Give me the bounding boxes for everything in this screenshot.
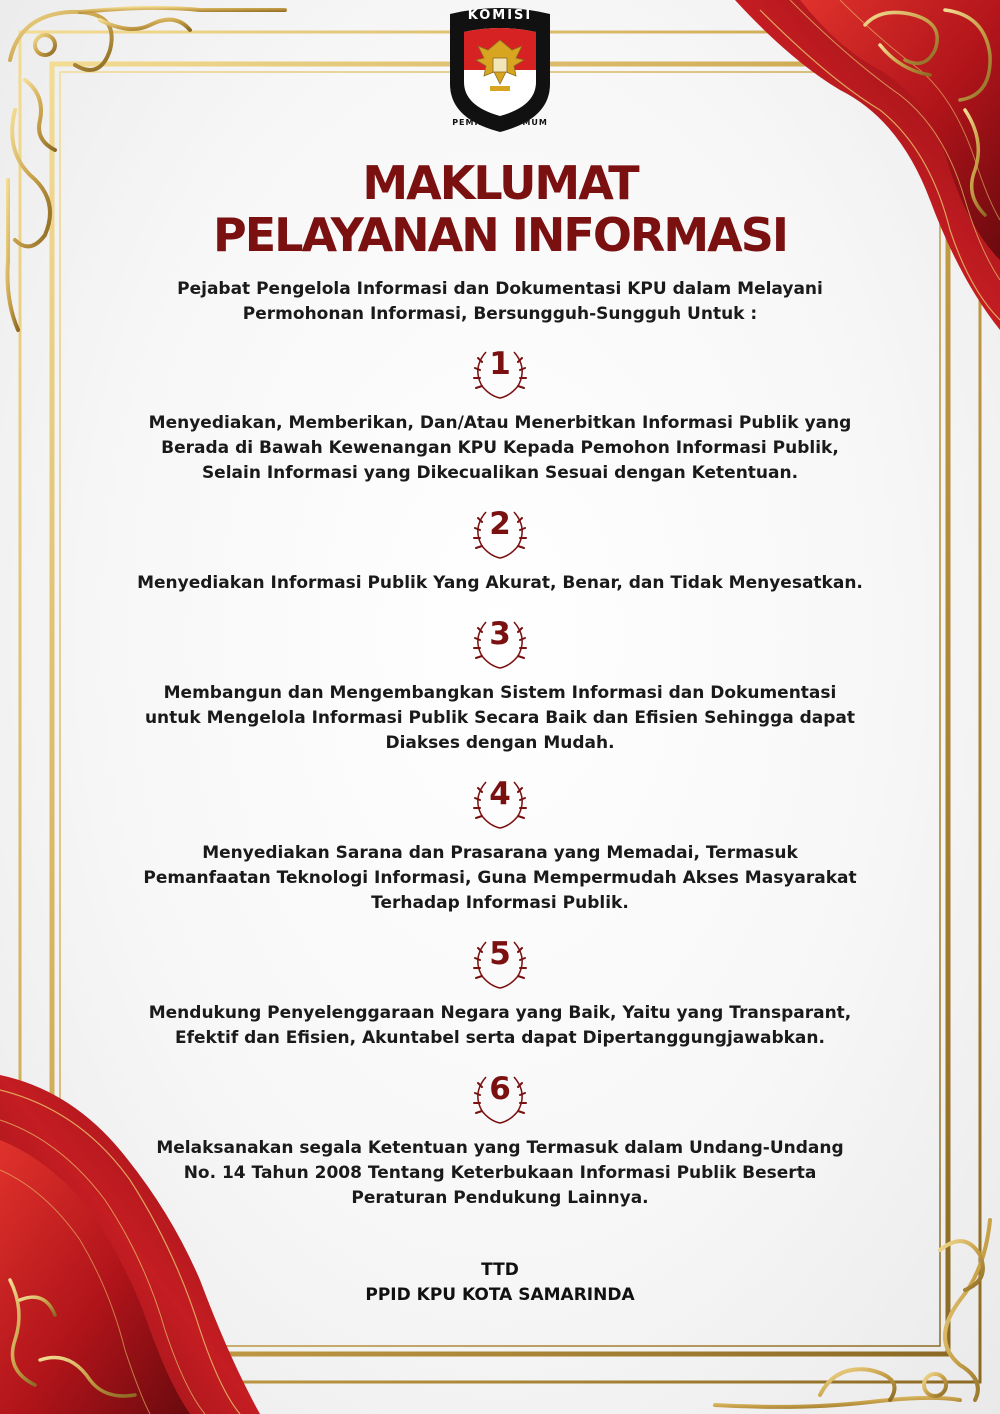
logo-text-top: KOMISI xyxy=(467,8,533,23)
item-6-text xyxy=(125,1136,875,1211)
item-6-line1: Melaksanakan segala Ketentuan yang Termasuk dalam Undang-Undang xyxy=(156,1138,844,1158)
number-3: 3 xyxy=(489,616,511,652)
number-6: 6 xyxy=(489,1071,511,1107)
item-2-line1: Menyediakan Informasi Publik Yang Akurat, Benar, dan Tidak Menyesatkan. xyxy=(137,573,863,593)
red-silk-bottom-left xyxy=(0,1075,260,1414)
item-3-text xyxy=(125,681,875,756)
item-5-line2: Efektif dan Efisien, Akuntabel serta dapat Dipertanggungjawabkan. xyxy=(175,1028,825,1048)
signature-label: TTD xyxy=(481,1260,519,1280)
kpu-logo xyxy=(440,4,560,134)
item-4-line2: Pemanfaatan Teknologi Informasi, Guna Mempermudah Akses Masyarakat xyxy=(143,868,857,888)
item-3-line1: Membangun dan Mengembangkan Sistem Informasi dan Dokumentasi xyxy=(163,683,837,703)
intro-line1: Pejabat Pengelola Informasi dan Dokumentasi KPU dalam Melayani xyxy=(177,279,823,299)
number-badge-3 xyxy=(466,610,534,672)
item-6-line3: Peraturan Pendukung Lainnya. xyxy=(351,1188,649,1208)
item-1-line2: Berada di Bawah Kewenangan KPU Kepada Pemohon Informasi Publik, xyxy=(161,438,839,458)
number-5: 5 xyxy=(489,936,511,972)
number-4: 4 xyxy=(489,776,511,812)
number-2: 2 xyxy=(489,506,511,542)
number-1: 1 xyxy=(489,346,511,382)
item-4-text xyxy=(125,841,875,916)
item-5-line1: Mendukung Penyelenggaraan Negara yang Baik, Yaitu yang Transparant, xyxy=(148,1003,852,1023)
item-4-line3: Terhadap Informasi Publik. xyxy=(371,893,629,913)
item-6-line2: No. 14 Tahun 2008 Tentang Keterbukaan Informasi Publik Beserta xyxy=(183,1163,817,1183)
number-badge-2 xyxy=(466,500,534,562)
item-3-line2: untuk Mengelola Informasi Publik Secara Baik dan Efisien Sehingga dapat xyxy=(144,708,856,728)
title-line2: PELAYANAN INFORMASI xyxy=(213,208,787,262)
number-badge-5 xyxy=(466,930,534,992)
number-badge-6 xyxy=(466,1065,534,1127)
number-badge-1 xyxy=(466,340,534,402)
item-3-line3: Diakses dengan Mudah. xyxy=(385,733,615,753)
item-1-text xyxy=(125,411,875,486)
item-1-line3: Selain Informasi yang Dikecualikan Sesuai dengan Ketentuan. xyxy=(201,463,799,483)
intro-line2: Permohonan Informasi, Bersungguh-Sungguh Untuk : xyxy=(242,304,758,324)
logo-text-bottom: PEMILIHAN UMUM xyxy=(452,118,548,127)
signature-name: PPID KPU KOTA SAMARINDA xyxy=(365,1285,635,1305)
item-4-line1: Menyediakan Sarana dan Prasarana yang Memadai, Termasuk xyxy=(202,843,798,863)
item-5-text xyxy=(125,1001,875,1051)
item-2-text xyxy=(125,571,875,596)
item-1-line1: Menyediakan, Memberikan, Dan/Atau Menerbitkan Informasi Publik yang xyxy=(148,413,852,433)
number-badge-4 xyxy=(466,770,534,832)
title-line1: MAKLUMAT xyxy=(362,156,638,210)
intro-text xyxy=(150,277,850,327)
